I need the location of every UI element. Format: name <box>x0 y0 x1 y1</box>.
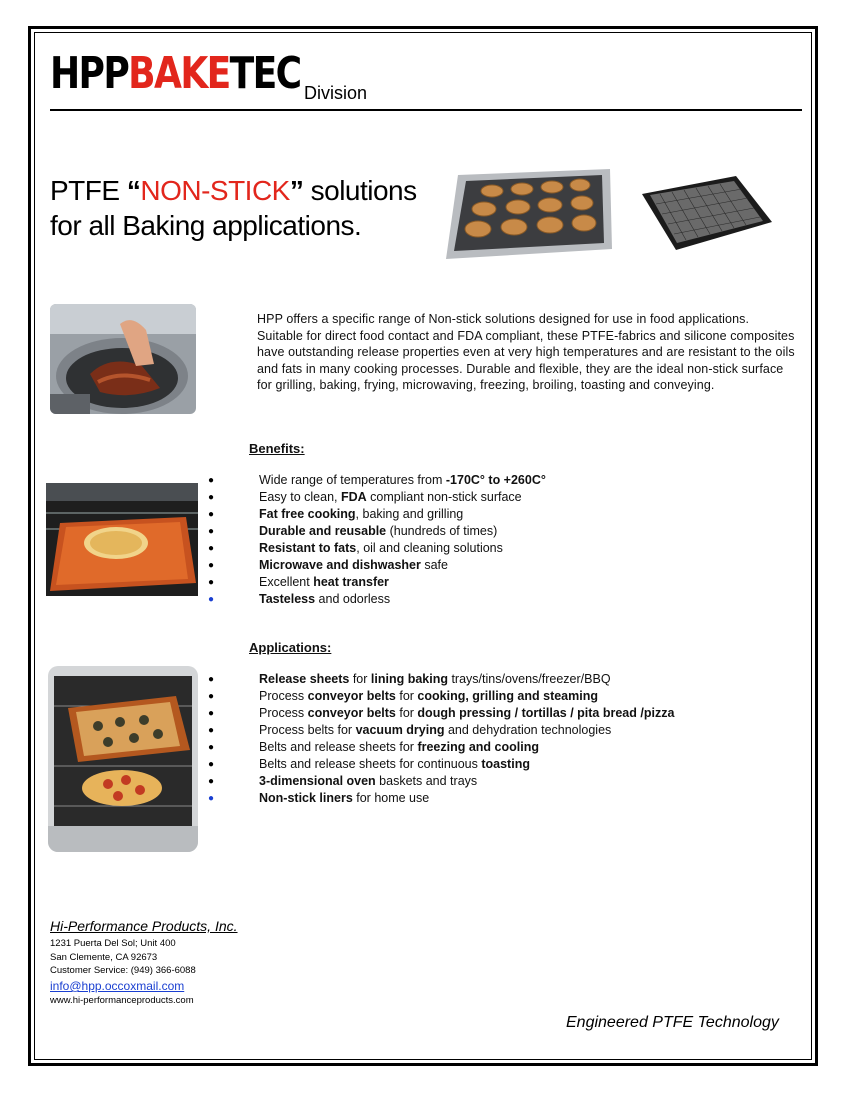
list-item: ● Belts and release sheets for freezing and cooling <box>208 740 539 754</box>
mesh-basket-photo <box>636 170 776 260</box>
list-item: ● Process belts for vacuum drying and dehydration technologies <box>208 723 612 737</box>
headline-quote-close: ” <box>289 175 304 206</box>
benefits-list <box>205 472 546 608</box>
tagline: Engineered PTFE Technology <box>566 1014 779 1031</box>
logo-tec: TEC <box>229 48 301 99</box>
headline-quote-open: “ <box>126 175 141 206</box>
page-headline <box>50 173 417 243</box>
logo-hpp: HPP <box>50 48 129 99</box>
company-name: Hi-Performance Products, Inc. <box>50 918 238 934</box>
headline-line2: for all Baking applications. <box>50 210 362 241</box>
headline-solutions: solutions <box>303 175 417 206</box>
company-logo <box>50 48 301 99</box>
benefits-title: Benefits: <box>249 441 305 456</box>
list-item: ● Resistant to fats, oil and cleaning solutions <box>208 541 503 555</box>
applications-list <box>205 671 674 807</box>
list-item: ● Release sheets for lining baking trays/tins/ovens/freezer/BBQ <box>208 672 611 686</box>
list-item: ● 3-dimensional oven baskets and trays <box>208 774 478 788</box>
oven-pizza-photo <box>46 483 198 596</box>
logo-bake: BAKE <box>128 48 230 99</box>
applications-title: Applications: <box>249 640 332 655</box>
email-link[interactable]: info@hpp.occoxmail.com <box>50 979 185 993</box>
headline-non-stick: NON-STICK <box>140 175 290 206</box>
list-item: ● Excellent heat transfer <box>208 575 389 589</box>
address-line-1: 1231 Puerta Del Sol; Unit 400 <box>50 938 176 949</box>
list-item: ● Non-stick liners for home use <box>208 791 430 805</box>
customer-service: Customer Service: (949) 366-6088 <box>50 965 196 976</box>
header-divider <box>50 109 802 111</box>
intro-paragraph: HPP offers a specific range of Non-stick solutions designed for use in food applications. Suitable for direct food contact and FDA compliant, these PTFE-fabrics and silicone composites have outstanding release properties even at very high temperatures and are resistant to the oils and fats in many cooking processes. Durable and flexible, they are the ideal non-stick surface for grilling, baking, frying, microwaving, freezing, broiling, toasting and conveying. <box>257 312 795 392</box>
frying-pan-photo <box>50 304 196 414</box>
list-item: ● Microwave and dishwasher safe <box>208 558 448 572</box>
list-item: ● Belts and release sheets for continuous toasting <box>208 757 530 771</box>
headline-ptfe: PTFE <box>50 175 127 206</box>
list-item: ● Tasteless and odorless <box>208 592 391 606</box>
address-line-2: San Clemente, CA 92673 <box>50 952 158 963</box>
list-item: ● Process conveyor belts for cooking, grilling and steaming <box>208 689 598 703</box>
cookie-tray-photo <box>440 163 616 271</box>
list-item: ● Easy to clean, FDA compliant non-stick surface <box>208 490 522 504</box>
division-label: Division <box>304 83 368 103</box>
list-item: ● Process conveyor belts for dough pressing / tortillas / pita bread /pizza <box>208 706 675 720</box>
website-text: www.hi-performanceproducts.com <box>50 995 194 1006</box>
list-item: ● Durable and reusable (hundreds of times) <box>208 524 498 538</box>
list-item: ● Fat free cooking, baking and grilling <box>208 507 464 521</box>
list-item: ● Wide range of temperatures from -170C° to +260C° <box>208 473 546 487</box>
oven-basket-photo <box>48 666 198 852</box>
